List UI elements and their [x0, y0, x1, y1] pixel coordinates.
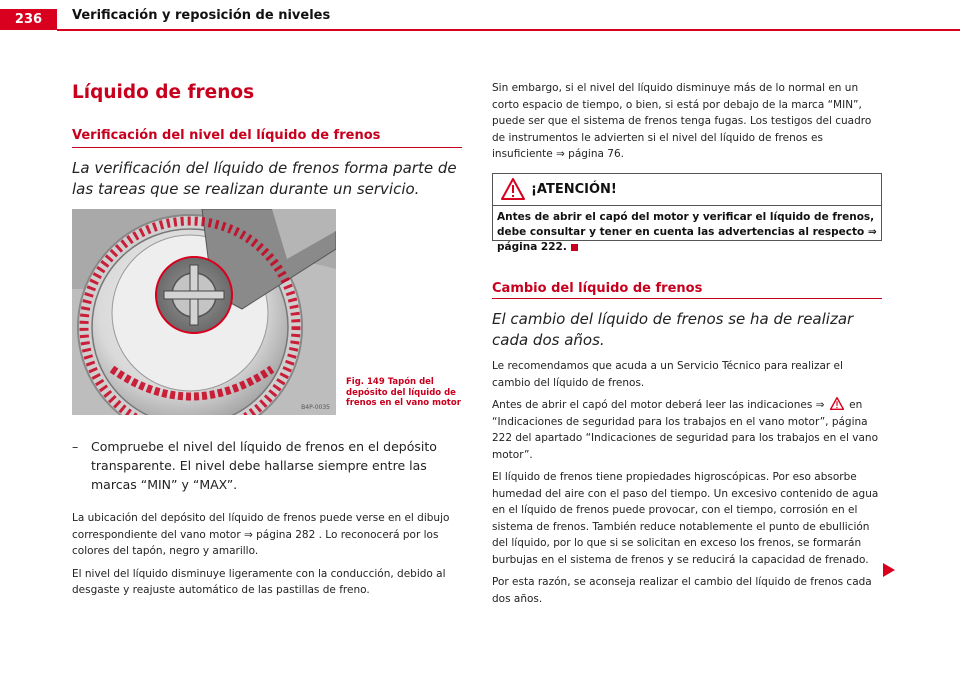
- step-text: Compruebe el nivel del líquido de frenos en el depósito transparente. El nivel debe hallarse siempre entre las marcas “MIN” y “MAX”.: [91, 439, 437, 492]
- subsection-heading-verification: Verificación del nivel del líquido de frenos: [72, 128, 381, 143]
- safety-text-after: en “Indicaciones de seguridad para los trabajos en el vano motor”, página 222 del apartado “Indicaciones de seguridad para los trabajos en el vano motor”.: [492, 399, 879, 461]
- intro-change: El cambio del líquido de frenos se ha de realizar cada dos años.: [492, 310, 854, 349]
- right-body: [492, 358, 882, 613]
- section-heading: Líquido de frenos: [72, 82, 255, 103]
- paragraph-leak: Sin embargo, si el nivel del líquido disminuye más de lo normal en un corto espacio de tiempo, o bien, si está por debajo de la marca “MIN”, puede ser que el sistema de frenos tenga fugas. Los testigos del cuadro de instrumentos le advierten si el nivel del líquido de frenos es insuficiente ⇒ página 76.: [492, 82, 872, 160]
- paragraph-safety: [492, 397, 882, 463]
- page-number: 236: [0, 9, 57, 30]
- step-item: [72, 437, 464, 494]
- subsection-rule-change: [492, 298, 882, 299]
- header-rule: [57, 29, 960, 31]
- warning-inline-icon: [830, 397, 844, 410]
- paragraph-conclusion: Por esta razón, se aconseja realizar el cambio del líquido de frenos cada dos años.: [492, 576, 872, 605]
- left-body: [72, 510, 464, 605]
- warning-box: [492, 173, 882, 253]
- warning-title: ¡ATENCIÓN!: [531, 182, 617, 197]
- figure-code: B4P-0035: [301, 404, 330, 411]
- end-of-section-square: [571, 244, 578, 251]
- brake-cap-illustration: [72, 209, 336, 415]
- figure-brake-fluid-cap: [72, 209, 336, 415]
- figure-caption: Fig. 149 Tapón del depósito del líquido de frenos en el vano motor: [346, 377, 461, 408]
- paragraph-hygroscopic: El líquido de frenos tiene propiedades higroscópicas. Por eso absorbe humedad del aire con el paso del tiempo. Un excesivo contenido de agua en el líquido de frenos puede provocar, con el tiempo, corrosión en el sistema de frenos. También reduce notablemente el punto de ebullición del líquido, por lo que si se solicitan en exceso los frenos, se formarán burbujas en el sistema de frenos y se reducirá la capacidad de frenado.: [492, 471, 879, 566]
- subsection-heading-change: Cambio del líquido de frenos: [492, 281, 703, 296]
- safety-text-before: Antes de abrir el capó del motor deberá leer las indicaciones ⇒: [492, 399, 825, 411]
- paragraph-location: La ubicación del depósito del líquido de frenos puede verse en el dibujo correspondiente del vano motor ⇒ página 282 . Lo reconocerá por los colores del tapón, negro y amarillo.: [72, 512, 450, 557]
- warning-text: Antes de abrir el capó del motor y verificar el líquido de frenos, debe consultar y tener en cuenta las advertencias al respecto ⇒ página 222.: [497, 211, 877, 253]
- page-header: [0, 0, 960, 30]
- warning-text-wrap: [497, 210, 877, 255]
- warning-header: [493, 174, 881, 206]
- next-page-arrow-icon[interactable]: [883, 563, 895, 577]
- paragraph-recommend: Le recomendamos que acuda a un Servicio Técnico para realizar el cambio del líquido de frenos.: [492, 360, 843, 389]
- subsection-rule: [72, 147, 462, 148]
- paragraph-wear: El nivel del líquido disminuye ligeramente con la conducción, debido al desgaste y reajuste automático de las pastillas de freno.: [72, 567, 446, 596]
- chapter-title: Verificación y reposición de niveles: [72, 8, 331, 23]
- warning-triangle-icon: [501, 178, 525, 200]
- step-dash: –: [72, 439, 79, 454]
- intro-verification: La verificación del líquido de frenos forma parte de las tareas que se realizan durante un servicio.: [72, 159, 457, 198]
